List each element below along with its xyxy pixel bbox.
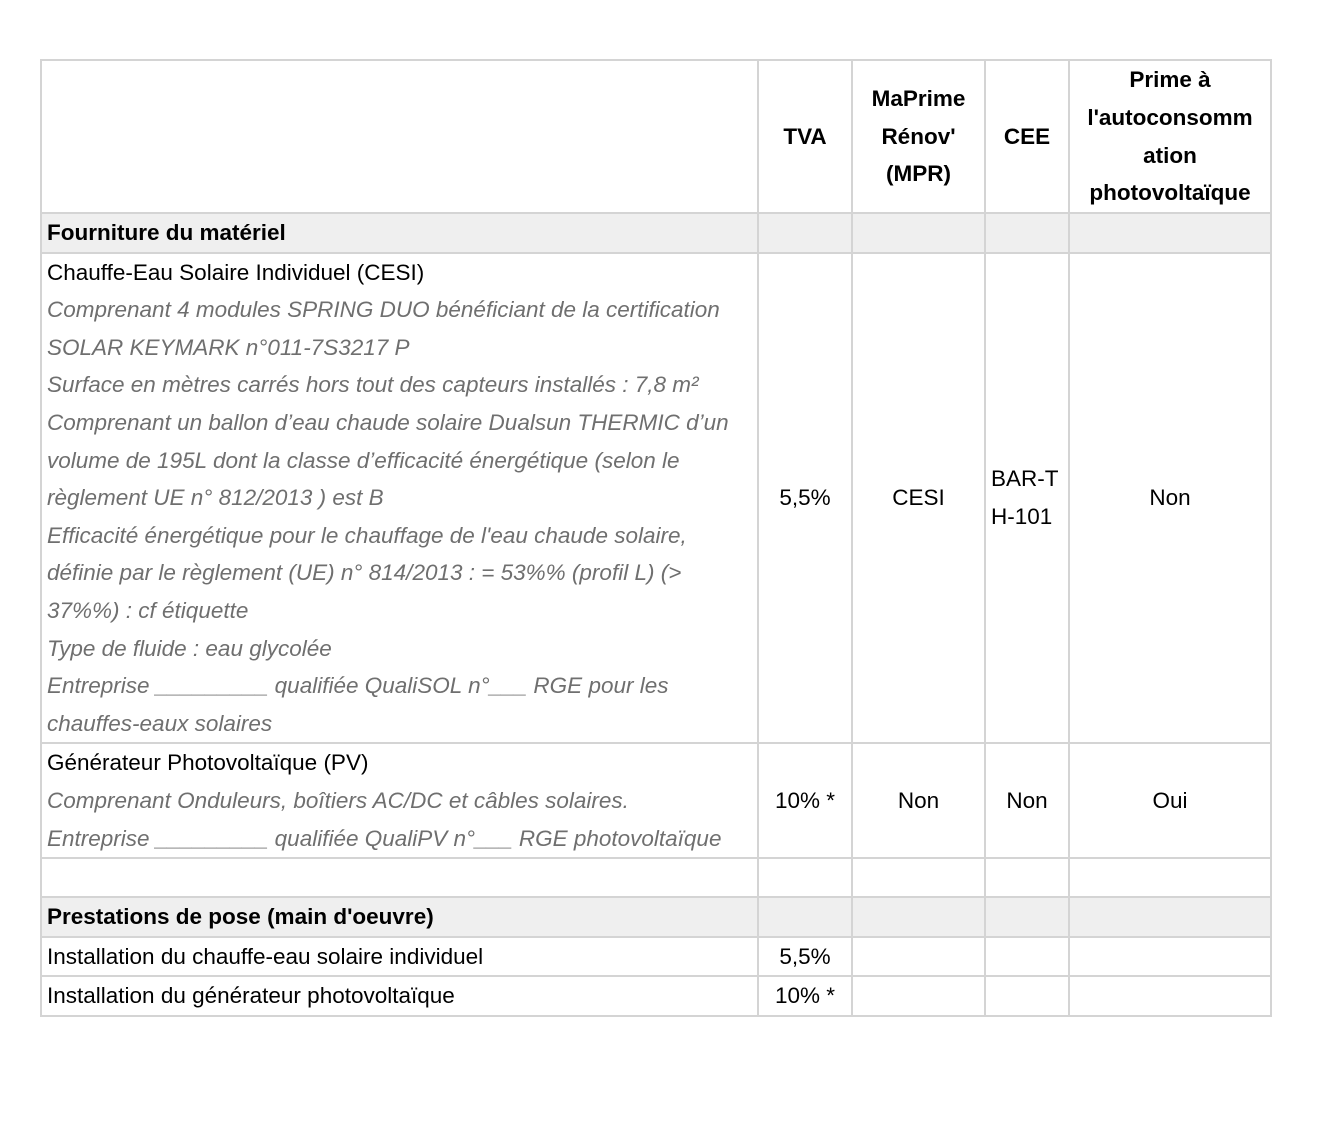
header-tva: TVA	[758, 60, 852, 213]
cesi-desc-line: Surface en mètres carrés hors tout des capteurs installés : 7,8 m²	[47, 372, 699, 398]
spacer-row	[41, 858, 1271, 897]
install-pv-label: Installation du générateur photovoltaïque	[41, 976, 758, 1016]
install-cesi-tva: 5,5%	[758, 937, 852, 977]
cesi-description-cell	[41, 253, 758, 744]
cesi-desc-line: Efficacité énergétique pour le chauffage de l'eau chaude solaire, définie par le règlement (UE) n° 814/2013 : = 53%% (profil L) (> 37%%) : cf étiquette	[47, 522, 687, 623]
cesi-desc-line: Comprenant 4 modules SPRING DUO bénéficiant de la certification SOLAR KEYMARK n°011-7S3217 P	[47, 297, 720, 360]
table-row-pv	[41, 743, 1271, 858]
cesi-desc-line: Comprenant un ballon d’eau chaude solaire Dualsun THERMIC d’un volume de 195L dont la classe d’efficacité énergétique (selon le règlement UE n° 812/2013 ) est B	[47, 409, 729, 511]
header-mpr: MaPrime Rénov' (MPR)	[852, 60, 985, 213]
header-row	[41, 60, 1271, 213]
table-row-cesi	[41, 253, 1271, 744]
pv-mpr: Non	[852, 743, 985, 858]
table-row-install-cesi	[41, 937, 1271, 977]
pv-desc-line: Entreprise _________ qualifiée QualiPV n°___ RGE photovoltaïque	[47, 825, 722, 851]
section-row-pose	[41, 897, 1271, 937]
cesi-prime: Non	[1069, 253, 1271, 744]
pv-cee: Non	[985, 743, 1069, 858]
header-prime: Prime à l'autoconsomm ation photovoltaïque	[1069, 60, 1271, 213]
install-pv-tva: 10% *	[758, 976, 852, 1016]
cesi-cee: BAR-TH-101	[985, 253, 1069, 744]
header-cee: CEE	[985, 60, 1069, 213]
pv-desc-line: Comprenant Onduleurs, boîtiers AC/DC et câbles solaires.	[47, 787, 629, 813]
section-title-fourniture: Fourniture du matériel	[41, 213, 758, 253]
section-title-pose: Prestations de pose (main d'oeuvre)	[41, 897, 758, 937]
section-row-fourniture	[41, 213, 1271, 253]
aid-eligibility-table	[40, 59, 1272, 1017]
pv-tva: 10% *	[758, 743, 852, 858]
cesi-desc-line: Type de fluide : eau glycolée	[47, 635, 332, 661]
header-blank	[41, 60, 758, 213]
cesi-title: Chauffe-Eau Solaire Individuel (CESI)	[47, 259, 425, 285]
pv-description-cell	[41, 743, 758, 858]
pv-prime: Oui	[1069, 743, 1271, 858]
pv-title: Générateur Photovoltaïque (PV)	[47, 750, 369, 776]
cesi-desc-line: Entreprise _________ qualifiée QualiSOL n°___ RGE pour les chauffes-eaux solaires	[47, 673, 669, 736]
cesi-mpr: CESI	[852, 253, 985, 744]
table-row-install-pv	[41, 976, 1271, 1016]
install-cesi-label: Installation du chauffe-eau solaire individuel	[41, 937, 758, 977]
cesi-tva: 5,5%	[758, 253, 852, 744]
